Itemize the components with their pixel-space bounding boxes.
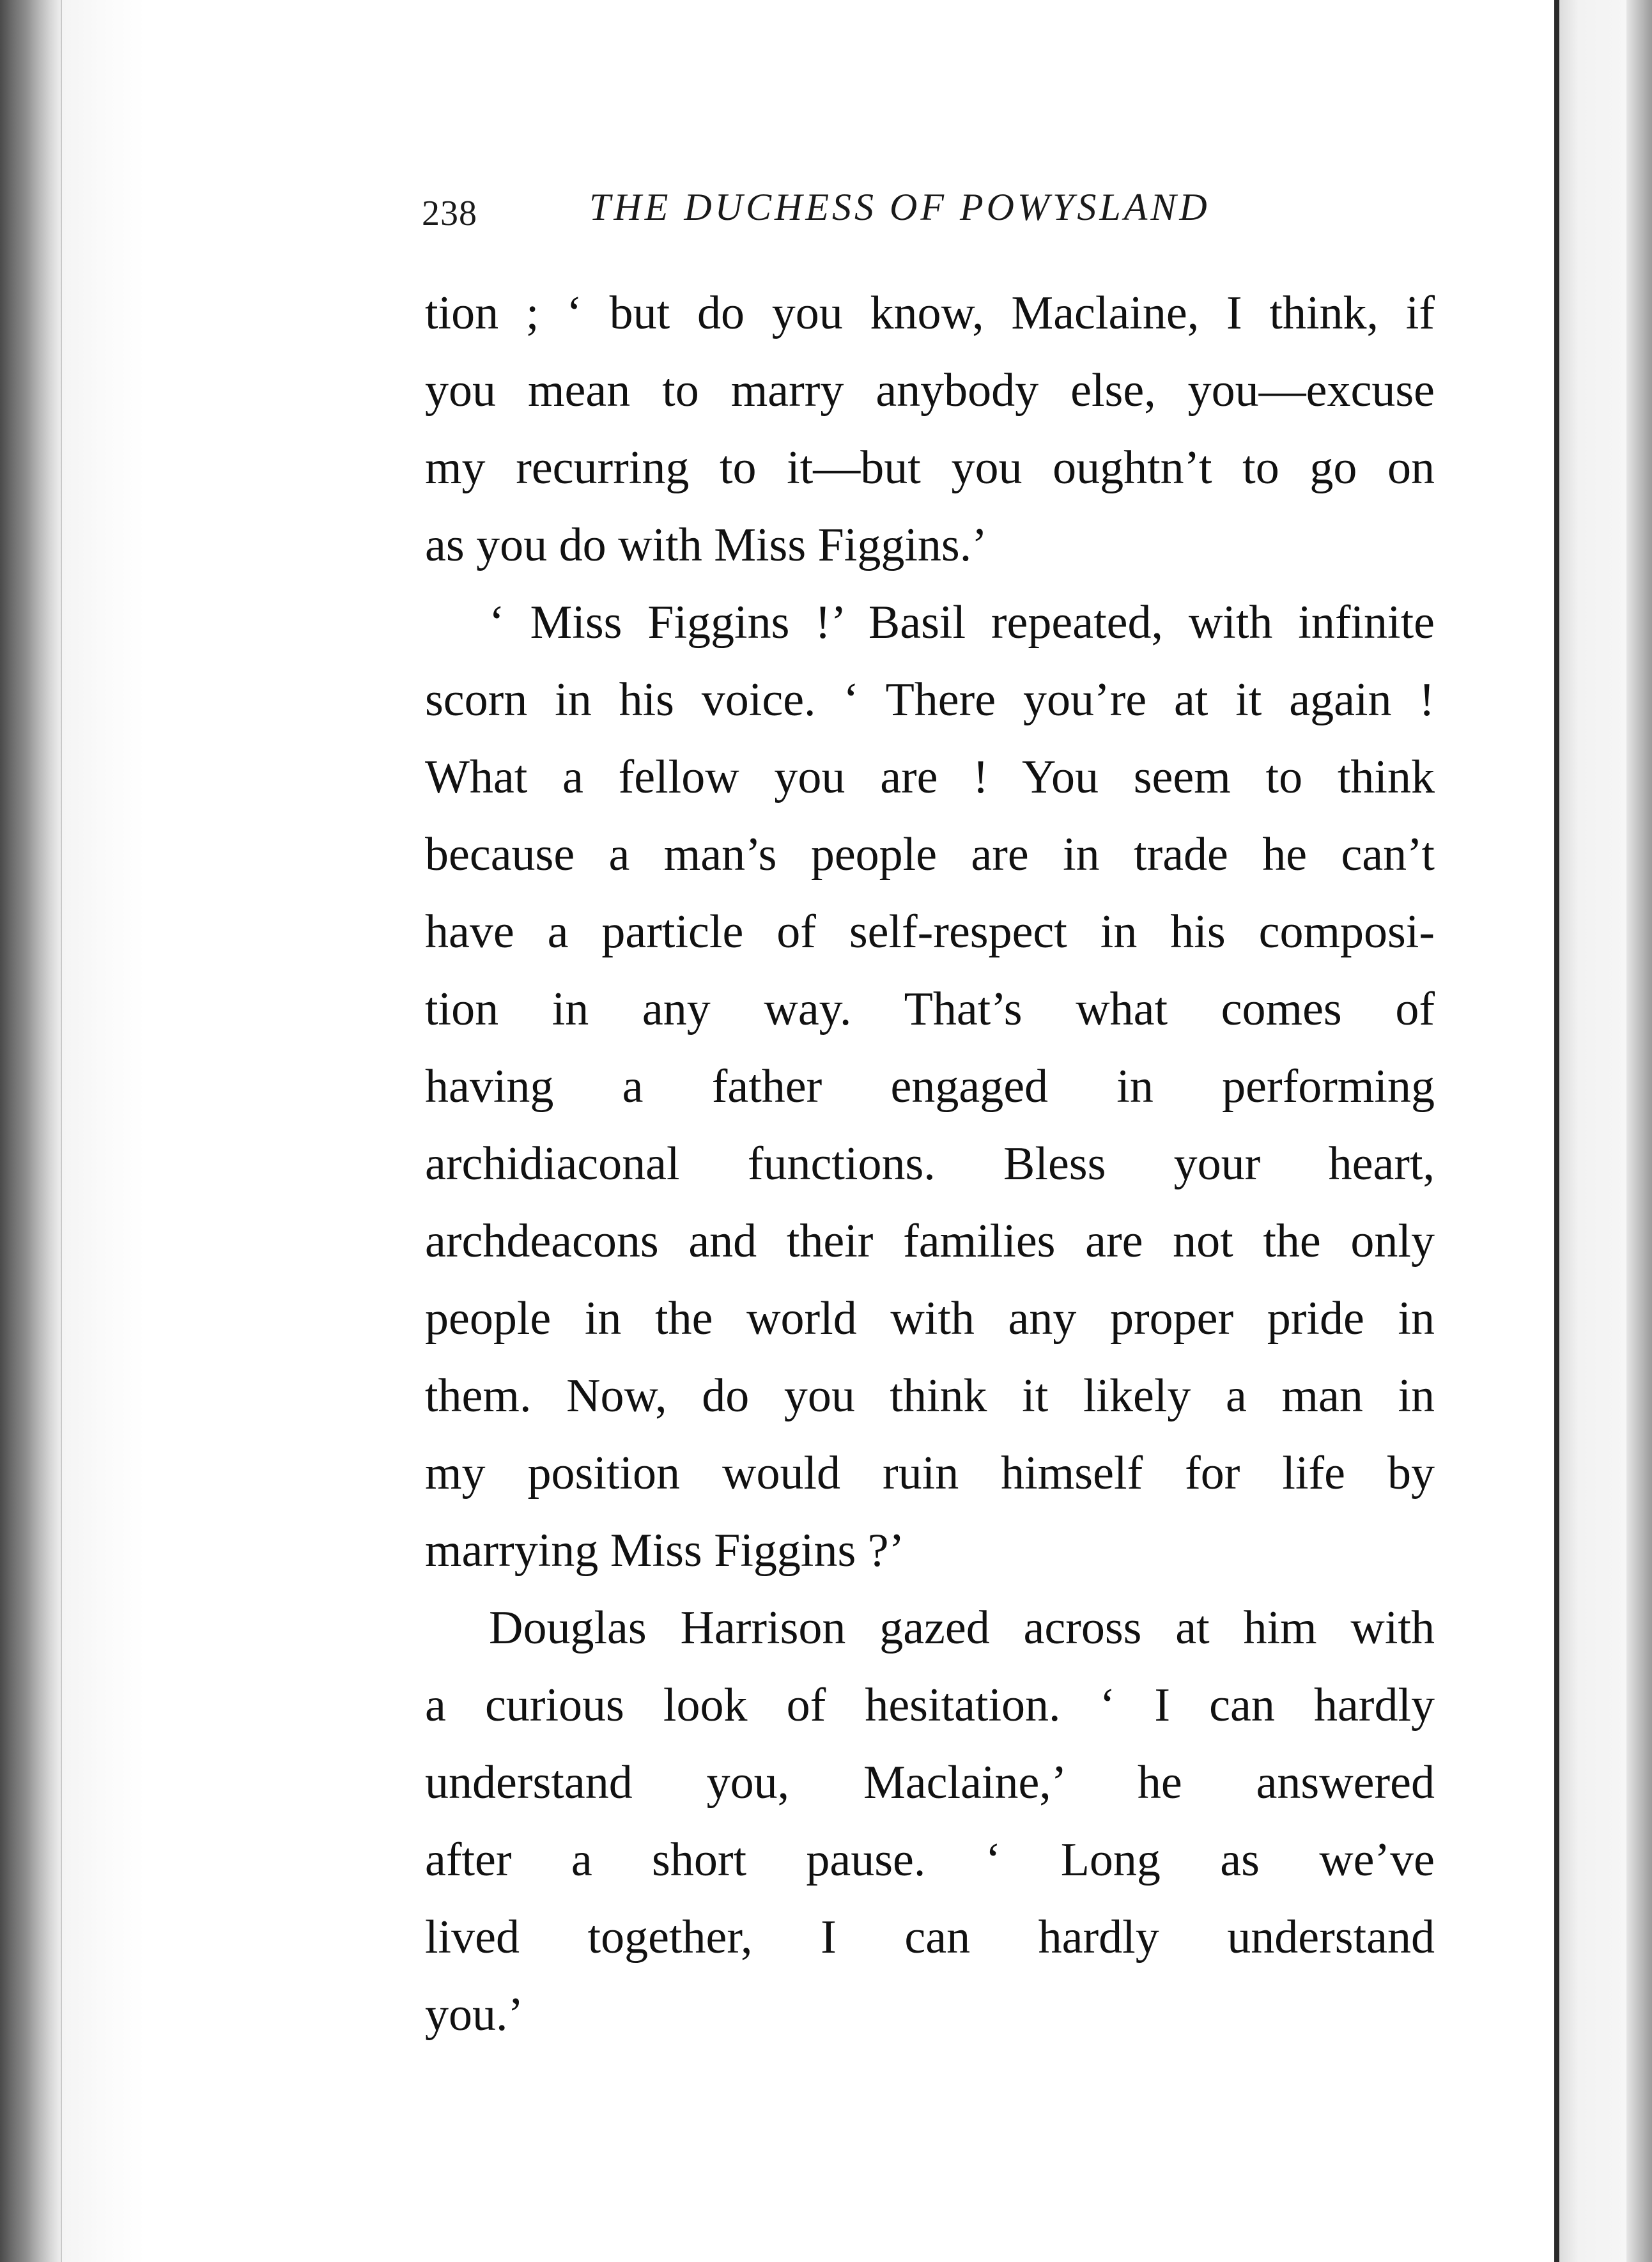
text-line: ‘ Miss Figgins !’ Basil repeated, with infinite — [489, 596, 1435, 649]
text-line: a curious look of hesitation. ‘ I can hardly — [425, 1679, 1435, 1731]
body-text — [425, 275, 1435, 2054]
text-line: Douglas Harrison gazed across at him with — [489, 1602, 1435, 1654]
text-line: tion ; ‘ but do you know, Maclaine, I think, if — [425, 287, 1435, 339]
text-line: my position would ruin himself for life by — [425, 1447, 1435, 1499]
text-line: because a man’s people are in trade he can’t — [425, 828, 1435, 881]
text-line: you.’ — [425, 1988, 524, 2041]
page-number: 238 — [422, 194, 477, 233]
text-line: people in the world with any proper pride in — [425, 1292, 1435, 1345]
text-line: scorn in his voice. ‘ There you’re at it again ! — [425, 674, 1435, 726]
text-line: archidiaconal functions. Bless your heart, — [425, 1138, 1435, 1190]
text-line: What a fellow you are ! You seem to think — [425, 751, 1435, 803]
text-line: them. Now, do you think it likely a man in — [425, 1370, 1435, 1422]
text-line: archdeacons and their families are not the only — [425, 1215, 1435, 1267]
text-line: marrying Miss Figgins ?’ — [425, 1524, 905, 1577]
text-line: after a short pause. ‘ Long as we’ve — [425, 1834, 1435, 1886]
text-line: you mean to marry anybody else, you—excuse — [425, 364, 1435, 417]
running-title: THE DUCHESS OF POWYSLAND — [589, 186, 1210, 228]
page-edge — [1554, 0, 1559, 2262]
text-line: have a particle of self-respect in his composi- — [425, 906, 1435, 958]
text-line: tion in any way. That’s what comes of — [425, 983, 1435, 1035]
text-line: as you do with Miss Figgins.’ — [425, 519, 987, 571]
running-header — [422, 185, 1265, 243]
text-line: understand you, Maclaine,’ he answered — [425, 1756, 1435, 1809]
page-gutter — [61, 0, 145, 2262]
text-line: having a father engaged in performing — [425, 1060, 1435, 1113]
text-line: my recurring to it—but you oughtn’t to go on — [425, 442, 1435, 494]
next-page-edge — [1626, 0, 1652, 2262]
book-spine-shadow — [0, 0, 61, 2262]
text-line: lived together, I can hardly understand — [425, 1911, 1435, 1964]
